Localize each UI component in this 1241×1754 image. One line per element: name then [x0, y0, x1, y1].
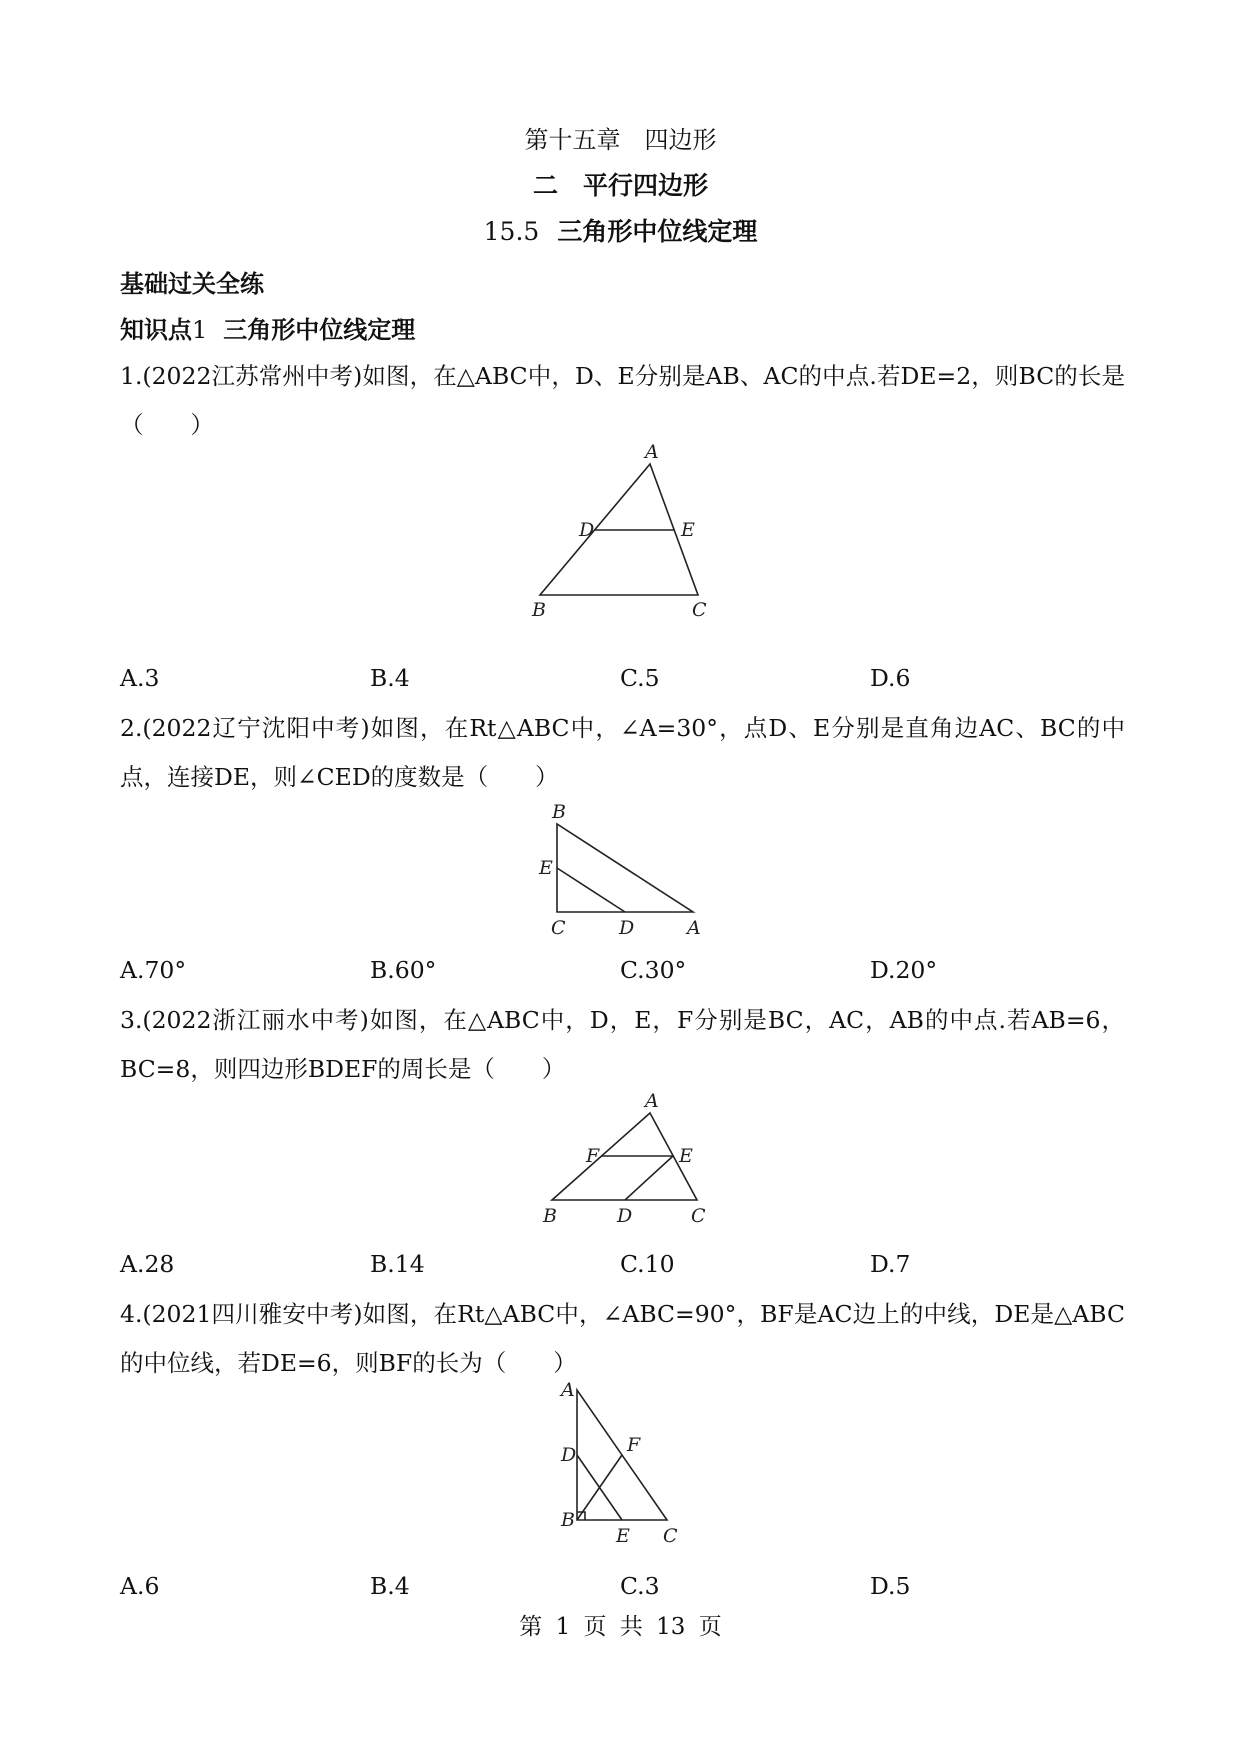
q2-option-a: A.70°: [120, 956, 187, 984]
q2-label-e: E: [539, 857, 553, 879]
section-title: 二 平行四边形: [532, 171, 708, 200]
q1-option-b: B.4: [370, 664, 410, 692]
q3-option-b: B.14: [370, 1250, 425, 1278]
q3-label-a: A: [645, 1090, 659, 1112]
chapter-title: 第十五章 四边形: [524, 126, 717, 154]
q4-label-b: B: [561, 1509, 575, 1531]
q1-option-d: D.6: [870, 664, 911, 692]
q3-label-b: B: [543, 1205, 557, 1227]
question-3-text: 3.(2022浙江丽水中考)如图，在△ABC中，D，E，F分别是BC，AC，AB的中点.若AB=6，BC=8，则四边形BDEF的周长是（ ）: [120, 1006, 1125, 1083]
lesson-title: [0, 212, 1241, 248]
q1-label-e: E: [681, 519, 695, 541]
q4-option-b: B.4: [370, 1572, 410, 1600]
q1-label-d: D: [579, 519, 595, 541]
question-2-figure: [535, 800, 715, 945]
q2-option-d: D.20°: [870, 956, 938, 984]
q2-triangle-abc: [557, 824, 693, 912]
q1-label-b: B: [532, 599, 546, 621]
question-4-options: [120, 1572, 1125, 1608]
question-2-text: 2.(2022辽宁沈阳中考)如图，在Rt△ABC中，∠A=30°，点D、E分别是直角边AC、BC的中点，连接DE，则∠CED的度数是（ ）: [120, 714, 1125, 791]
question-4-figure: [555, 1380, 705, 1560]
q4-option-a: A.6: [120, 1572, 160, 1600]
knowledge-point-title: 三角形中位线定理: [223, 315, 416, 344]
q2-label-b: B: [552, 801, 566, 823]
question-1-options: [120, 664, 1125, 700]
q3-midline-de: [625, 1156, 673, 1200]
q3-option-d: D.7: [870, 1250, 911, 1278]
knowledge-point-number: 1: [192, 316, 208, 344]
q4-option-d: D.5: [870, 1572, 911, 1600]
q2-label-a: A: [687, 917, 701, 939]
knowledge-point-label: 知识点: [120, 315, 192, 344]
question-3-options: [120, 1250, 1125, 1286]
q1-label-c: C: [692, 599, 707, 621]
q3-option-a: A.28: [120, 1250, 175, 1278]
q2-midline-ed: [557, 868, 625, 912]
q1-option-a: A.3: [120, 664, 160, 692]
q2-option-c: C.30°: [620, 956, 687, 984]
lesson-number: 15.5: [483, 217, 540, 246]
q4-label-f: F: [627, 1434, 641, 1456]
q2-option-b: B.60°: [370, 956, 437, 984]
q4-label-a: A: [561, 1379, 575, 1401]
q4-label-e: E: [616, 1525, 630, 1547]
question-1-figure: [520, 440, 740, 620]
q2-label-c: C: [551, 917, 566, 939]
q3-label-e: E: [679, 1145, 693, 1167]
q2-label-d: D: [619, 917, 635, 939]
knowledge-point-heading: [120, 310, 415, 345]
question-4-text: 4.(2021四川雅安中考)如图，在Rt△ABC中，∠ABC=90°，BF是AC边上的中线，DE是△ABC的中位线，若DE=6，则BF的长为（ ）: [120, 1300, 1125, 1377]
q1-option-c: C.5: [620, 664, 660, 692]
question-2-options: [120, 956, 1125, 992]
lesson-name: 三角形中位线定理: [557, 217, 758, 246]
question-3-figure: [530, 1090, 730, 1230]
q3-label-d: D: [617, 1205, 633, 1227]
practice-heading: 基础过关全练: [120, 269, 264, 298]
q3-option-c: C.10: [620, 1250, 675, 1278]
q4-option-c: C.3: [620, 1572, 660, 1600]
q1-label-a: A: [645, 441, 659, 463]
question-1-text: 1.(2022江苏常州中考)如图，在△ABC中，D、E分别是AB、AC的中点.若DE=2，则BC的长是（ ）: [120, 362, 1125, 439]
q3-label-c: C: [691, 1205, 706, 1227]
q4-label-c: C: [663, 1525, 678, 1547]
page-footer: 第 1 页 共 13 页: [519, 1614, 722, 1640]
q3-label-f: F: [586, 1145, 600, 1167]
q4-label-d: D: [561, 1444, 577, 1466]
